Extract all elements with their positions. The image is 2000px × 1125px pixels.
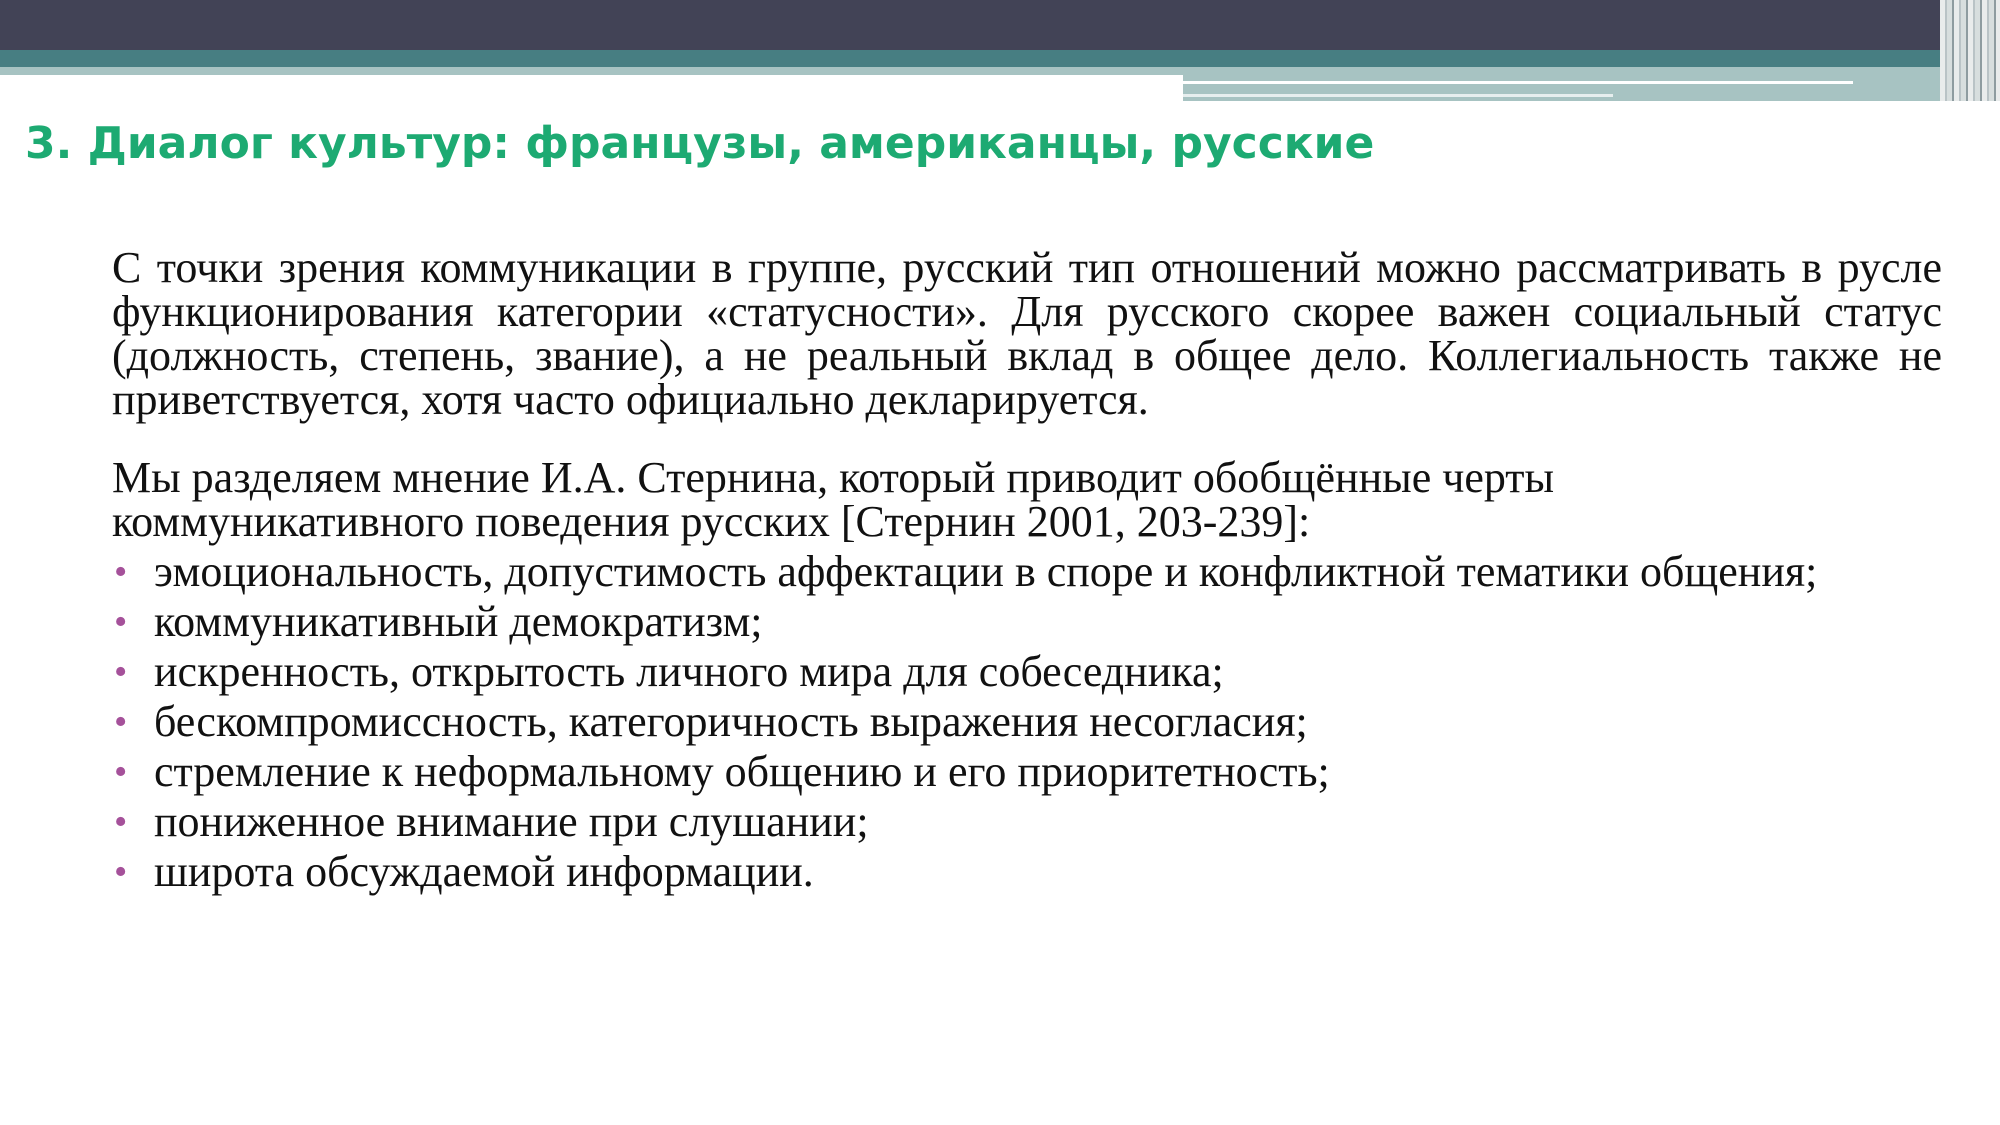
list-item-text: стремление к неформальному общению и его приоритетность; [154,747,1330,796]
list-item [112,647,1942,696]
list-item [112,597,1942,646]
paragraph-status: С точки зрения коммуникации в группе, русский тип отношений можно рассматривать в русле функционирования категории «статусности». Для русского скорее важен социальный статус (должность, степень, звание), а не реальный вклад в общее дело. Коллегиальность также не приветствуется, хотя часто официально декларируется. [112,243,1942,424]
bullet-dot-icon: • [114,851,128,893]
bullet-dot-icon: • [114,651,128,693]
list-item [112,547,1942,596]
bullet-dot-icon: • [114,801,128,843]
list-item [112,797,1942,846]
header-dark-band [0,0,2000,50]
list-item [112,747,1942,796]
paragraph-sternin: Мы разделяем мнение И.А. Стернина, который приводит обобщённые черты коммуникативного поведения русских [Стернин 2001, 203-239]: [112,453,1555,546]
bullet-dot-icon: • [114,551,128,593]
bullet-list [112,547,1942,896]
header-teal-band [0,50,2000,67]
bullet-dot-icon: • [114,751,128,793]
bullet-dot-icon: • [114,701,128,743]
list-item-text: широта обсуждаемой информации. [154,847,814,896]
list-item-text: бескомпромиссность, категоричность выражения несогласия; [154,697,1308,746]
header-stripes-decoration [1940,0,2000,101]
list-item [112,847,1942,896]
header-accent-line [1183,81,1853,84]
header-accent-line-lower [1183,94,1613,97]
slide-body [112,243,1942,900]
list-item-text: коммуникативный демократизм; [154,597,763,646]
list-item-text: искренность, открытость личного мира для собеседника; [154,647,1224,696]
list-item [112,697,1942,746]
list-item-text: пониженное внимание при слушании; [154,797,869,846]
bullet-dot-icon: • [114,601,128,643]
header-light-band-left [0,67,1183,75]
slide-title: 3. Диалог культур: французы, американцы, русские [25,118,1375,169]
list-item-text: эмоциональность, допустимость аффектации в споре и конфликтной тематики общения; [154,547,1818,596]
